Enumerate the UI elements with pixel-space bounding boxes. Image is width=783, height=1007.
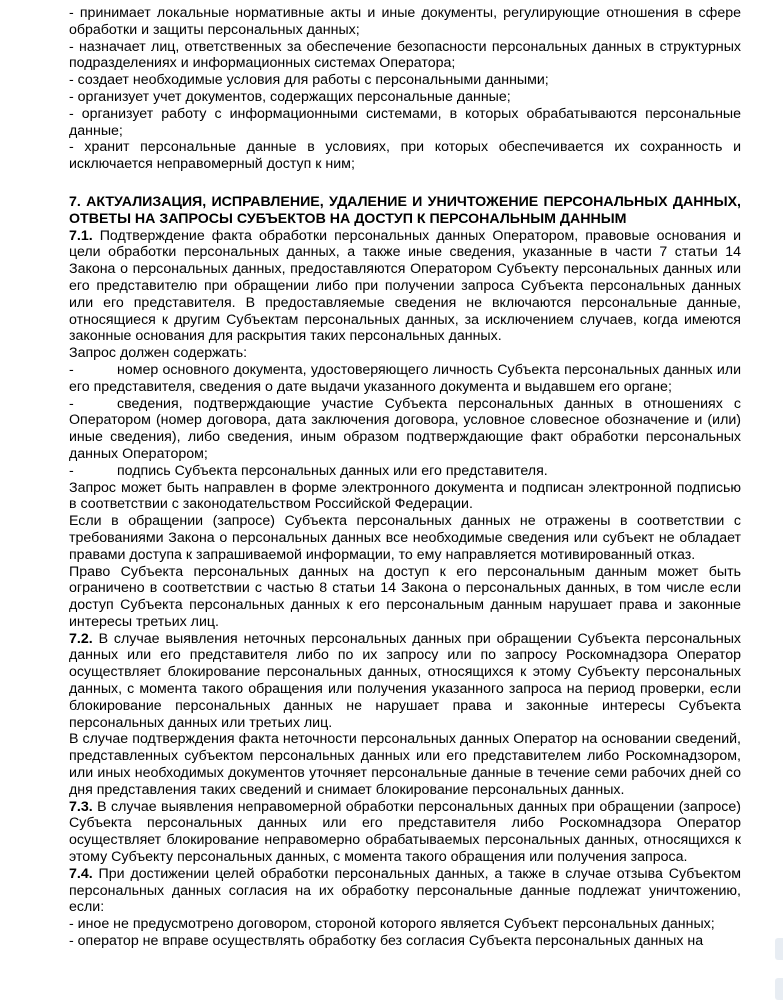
section-gap — [69, 173, 741, 194]
clause-number: 7.3. — [69, 798, 93, 815]
paragraph-7-4 — [69, 866, 741, 916]
section-heading: 7. АКТУАЛИЗАЦИЯ, ИСПРАВЛЕНИЕ, УДАЛЕНИЕ И УНИЧТОЖЕНИЕ ПЕРСОНАЛЬНЫХ ДАННЫХ, ОТВЕТЫ НА ЗАПРОСЫ СУБЪЕКТОВ НА ДОСТУП К ПЕРСОНАЛЬНЫМ ДАННЫМ — [69, 193, 741, 227]
intro-item: - организует работу с информационными системами, в которых обрабатываются персональные данные; — [69, 105, 741, 139]
request-intro: Запрос должен содержать: — [69, 345, 248, 362]
side-widget-tab[interactable] — [775, 938, 783, 960]
clause-number: 7.4. — [69, 865, 93, 882]
clause-text: Подтверждение факта обработки персональных данных Оператором, правовые основания и цели обработки персональных данных, а также иные сведения, указанные в части 7 статьи 14 Закона о персональных данных, предоставляются Оператором Субъекту персональных данных или его представителю при обращении либо при получении запроса Субъекта персональных данных или его представителя. В предоставляемые сведения не включаются персональные данные, относящиеся к другим Субъектам персональных данных, за исключением случаев, когда имеются законные основания для раскрытия таких персональных данных. — [69, 227, 741, 345]
clause-number: 7.1. — [69, 227, 93, 244]
destruction-condition: - оператор не вправе осуществлять обработку без согласия Субъекта персональных данных на — [69, 933, 704, 950]
request-item-text: сведения, подтверждающие участие Субъекта персональных данных в отношениях с Оператором (номер договора, дата заключения договора, условное словесное обозначение и (или) иные сведения), либо сведения, иным образом подтверждающие факт обработки персональных данных Оператором; — [69, 395, 741, 462]
clause-text: В случае выявления неточных персональных данных при обращении Субъекта персональных данных или его представителя либо по их запросу или по запросу Роскомнадзора Оператор осуществляет блокирование персональных данных, относящихся к этому Субъекту персональных данных, с момента такого обращения или получения указанного запроса на период проверки, если блокирование персональных данных не нарушает права и законные интересы Субъекта персональных данных или третьих лиц. — [69, 630, 741, 731]
electronic-request-text: Запрос может быть направлен в форме электронного документа и подписан электронной подписью в соответствии с законодательством Российской Федерации. — [69, 479, 741, 513]
request-item — [69, 463, 741, 480]
paragraph-7-1 — [69, 228, 741, 346]
paragraph-7-3 — [69, 799, 741, 866]
clause-number: 7.2. — [69, 630, 93, 647]
request-item-text: номер основного документа, удостоверяющего личность Субъекта персональных данных или его представителя, сведения о дате выдачи указанного документа и выдавшем его органе; — [69, 361, 741, 395]
intro-item: - хранит персональные данные в условиях, при которых обеспечивается их сохранность и исключается неправомерный доступ к ним; — [69, 139, 741, 173]
paragraph-7-2-confirmation: В случае подтверждения факта неточности персональных данных Оператор на основании сведений, представленных субъектом персональных данных или его представителем либо Роскомнадзором, или иных необходимых документов уточняет персональные данные в течение семи рабочих дней со дня представления таких сведений и снимает блокирование персональных данных. — [69, 731, 741, 798]
paragraph-7-2 — [69, 631, 741, 732]
intro-item: - создает необходимые условия для работы с персональными данными; — [69, 72, 549, 89]
request-item — [69, 396, 741, 463]
request-item-text: подпись Субъекта персональных данных или его представителя. — [117, 462, 548, 479]
dash-marker: - — [69, 361, 74, 378]
dash-marker: - — [69, 462, 74, 479]
clause-text: В случае выявления неправомерной обработки персональных данных при обращении (запросе) Субъекта персональных данных или его представителя либо Роскомнадзора Оператор осуществляет блокирование неправомерно обрабатываемых персональных данных, относящихся к этому Субъекту персональных данных, с момента такого обращения или получения запроса. — [69, 798, 741, 866]
request-item — [69, 362, 741, 396]
access-limit-text: Право Субъекта персональных данных на доступ к его персональным данным может быть ограничено в соответствии с частью 8 статьи 14 Закона о персональных данных, в том числе если доступ Субъекта персональных данных к его персональным данным нарушает права и законные интересы третьих лиц. — [69, 563, 741, 630]
dash-marker: - — [69, 395, 74, 412]
intro-item: - принимает локальные нормативные акты и иные документы, регулирующие отношения в сфере обработки и защиты персональных данных; — [69, 5, 741, 38]
document-page — [69, 5, 741, 950]
side-widget-tab[interactable] — [775, 978, 783, 1000]
intro-item: - назначает лиц, ответственных за обеспечение безопасности персональных данных в структурных подразделениях и информационных системах Оператора; — [69, 38, 741, 72]
intro-item: - организует учет документов, содержащих персональные данные; — [69, 88, 511, 105]
clause-text: При достижении целей обработки персональных данных, а также в случае отзыва Субъектом персональных данных согласия на их обработку персональные данные подлежат уничтожению, если: — [69, 865, 741, 916]
refusal-text: Если в обращении (запросе) Субъекта персональных данных не отражены в соответствии с требованиями Закона о персональных данных все необходимые сведения или субъект не обладает правами доступа к запрашиваемой информации, то ему направляется мотивированный отказ. — [69, 513, 741, 563]
destruction-condition: - иное не предусмотрено договором, стороной которого является Субъект персональных данных; — [69, 916, 715, 933]
